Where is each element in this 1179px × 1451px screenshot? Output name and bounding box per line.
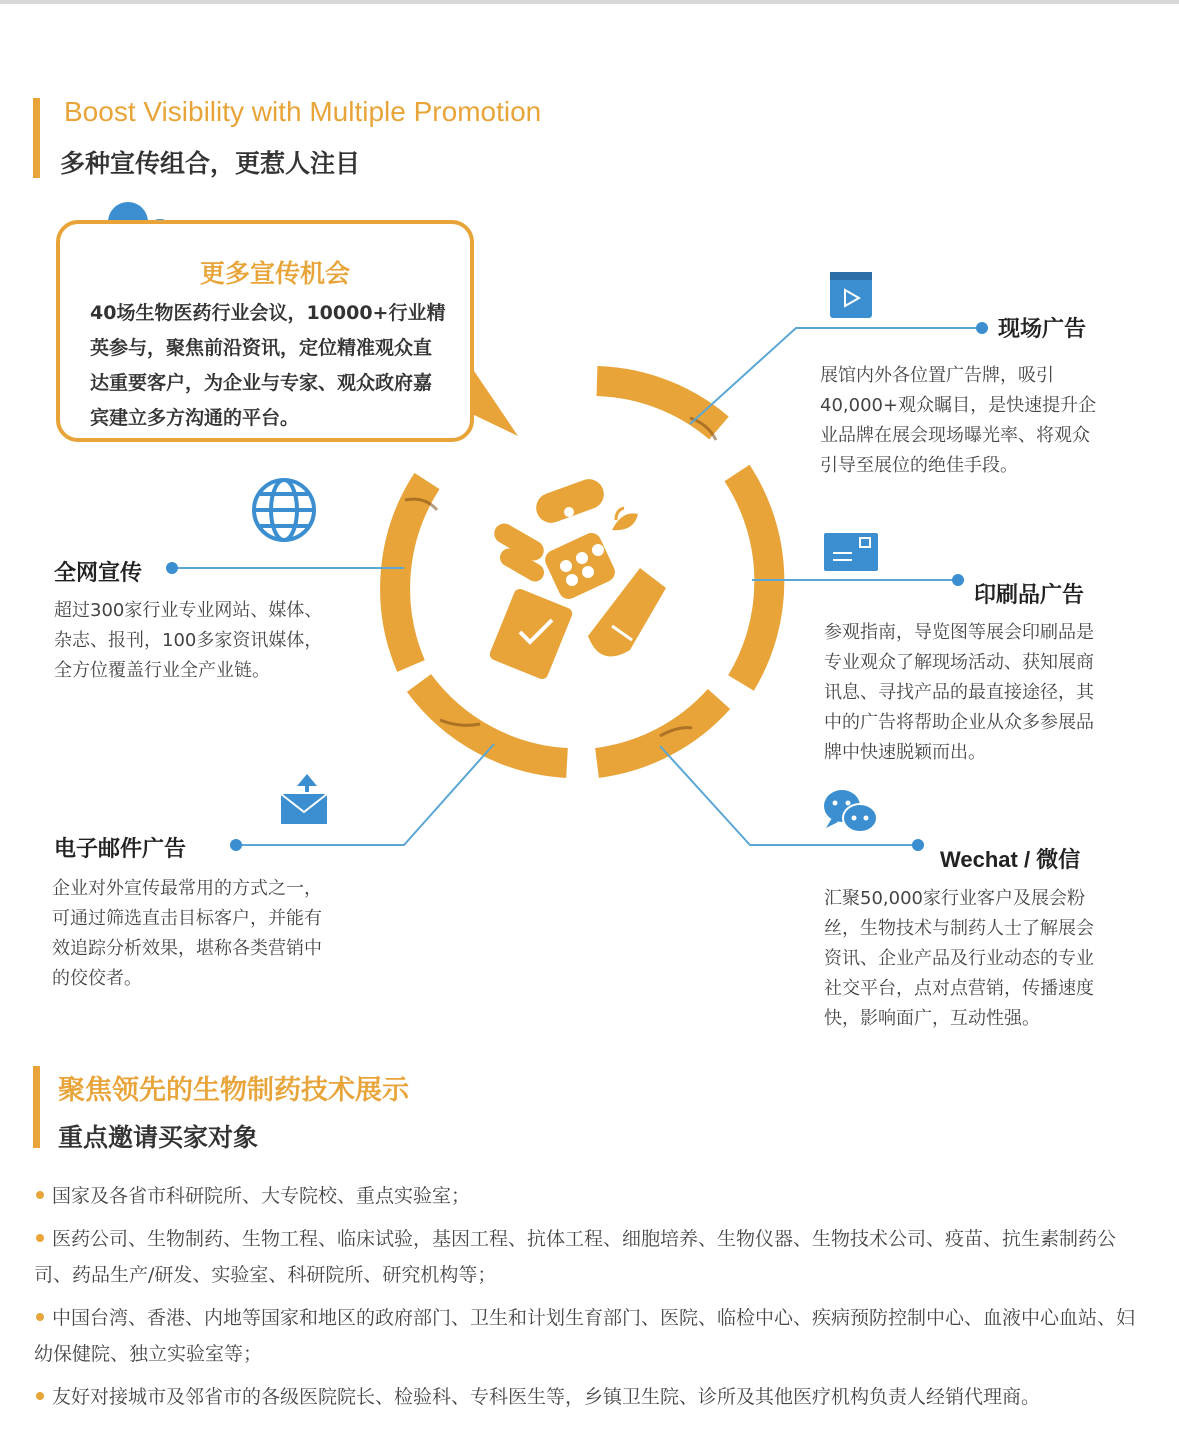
print-ad-desc: 参观指南，导览图等展会印刷品是专业观众了解现场活动、获知展商讯息、寻找产品的最直接途径，其中的广告将帮助企业从众多参展品牌中快速脱颖而出。 [824, 622, 1094, 763]
chat-icon [824, 790, 877, 832]
envelope-icon [281, 774, 327, 824]
section-bar-2 [33, 1066, 40, 1148]
print-ad-label: 印刷品广告 [974, 583, 1085, 608]
section2-title: 聚焦领先的生物制药技术展示 [58, 1075, 409, 1106]
bullet-dot [36, 1313, 44, 1321]
section2-subtitle: 重点邀请买家对象 [58, 1123, 259, 1152]
connector-dot [952, 574, 964, 586]
section-title-en: Boost Visibility with Multiple Promotion [64, 96, 542, 127]
bullet-dot [36, 1191, 44, 1199]
email-ad-desc: 企业对外宣传最常用的方式之一，可通过筛选直击目标客户，并能有效追踪分析效果，堪称各类营销中的佼佼者。 [52, 878, 322, 989]
connector-dot [912, 839, 924, 851]
section-title-cn: 多种宣传组合，更惹人注目 [60, 149, 361, 178]
onsite-ad-label: 现场广告 [998, 317, 1087, 342]
bullet-dot [36, 1392, 44, 1400]
email-ad-label: 电子邮件广告 [54, 837, 187, 862]
list-item: 友好对接城市及邻省市的各级医院院长、检验科、专科医生等，乡镇卫生院、诊所及其他医疗机构负责人经销代理商。 [34, 1379, 1144, 1415]
list-item: 中国台湾、香港、内地等国家和地区的政府部门、卫生和计划生育部门、医院、临检中心、疾病预防控制中心、血液中心血站、妇幼保健院、独立实验室等； [34, 1307, 1136, 1365]
pharma-icon [488, 475, 666, 681]
speech-tail [468, 362, 518, 436]
promo-box-text: 40场生物医药行业会议，10000+行业精英参与，聚焦前沿资讯，定位精准观众直达重要客户，为企业与专家、观众政府嘉宾建立多方沟通的平台。 [90, 302, 446, 429]
ring-segment [597, 381, 719, 428]
bullet-dot [36, 1234, 44, 1242]
ring-segment [737, 473, 769, 683]
promo-box-title: 更多宣传机会 [200, 259, 351, 288]
ring-segment [395, 481, 427, 666]
ring-segment [419, 683, 567, 763]
ring-segment [597, 699, 719, 763]
onsite-ad-desc: 展馆内外各位置广告牌，吸引40,000+观众瞩目，是快速提升企业品牌在展会现场曝光率、将观众引导至展位的绝佳手段。 [820, 365, 1097, 476]
card-icon [824, 533, 878, 571]
online-promo-desc: 超过300家行业专业网站、媒体、杂志、报刊，100多家资讯媒体，全方位覆盖行业全产业链。 [54, 600, 323, 681]
list-item: 医药公司、生物制药、生物工程、临床试验，基因工程、抗体工程、细胞培养、生物仪器、生物技术公司、疫苗、抗生素制药公司、药品生产/研发、实验室、科研院所、研究机构等； [34, 1228, 1117, 1286]
video-icon [830, 272, 872, 318]
connector-dot [166, 562, 178, 574]
online-promo-label: 全网宣传 [54, 561, 143, 586]
list-item: 国家及各省市科研院所、大专院校、重点实验室； [34, 1178, 1144, 1214]
connector-dot [976, 322, 988, 334]
buyer-list [34, 1178, 1144, 1422]
wechat-label: Wechat / 微信 [940, 847, 1081, 872]
globe-icon [254, 480, 314, 540]
connector-dot [230, 839, 242, 851]
wechat-desc: 汇聚50,000家行业客户及展会粉丝，生物技术与制药人士了解展会资讯、企业产品及行业动态的专业社交平台，点对点营销，传播速度快，影响面广，互动性强。 [824, 888, 1094, 1029]
